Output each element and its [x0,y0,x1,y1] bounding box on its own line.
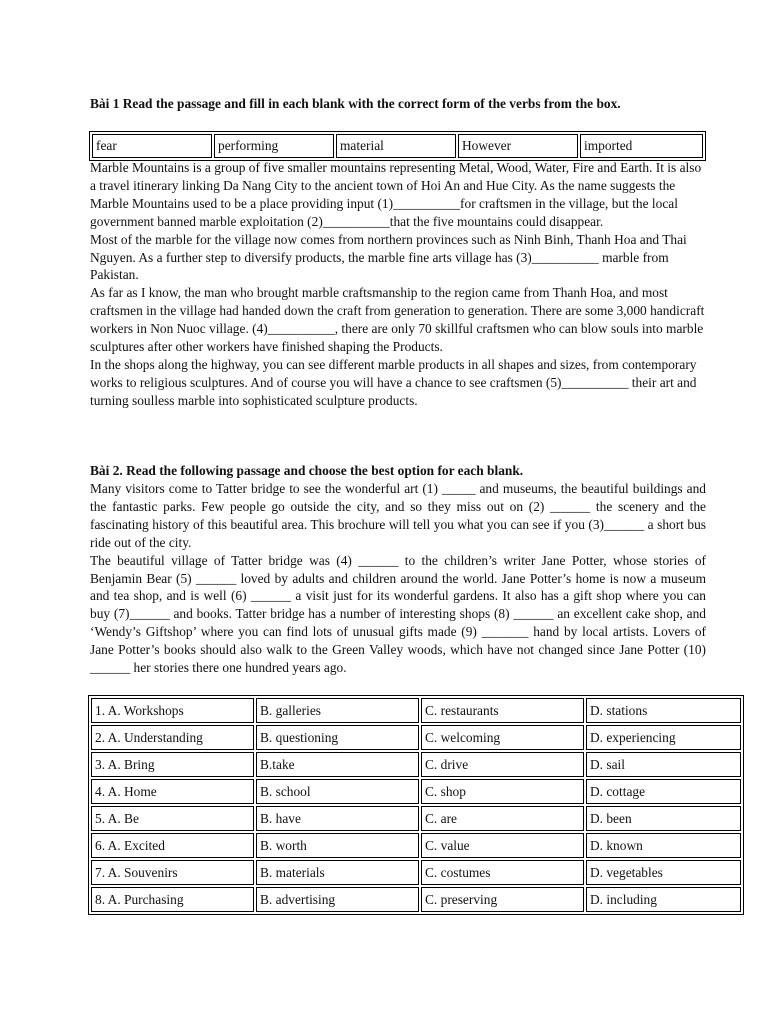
passage-paragraph: Many visitors come to Tatter bridge to see the wonderful art (1) _____ and museums, the beautiful buildings and the fantastic parks. Few people go outside the city, and so they miss out on (2) ______ the scenery and the fascinating history of this beautiful area. This brochure will tell you what you can see if you (3)______ a short bus ride out of the city. [90,481,706,550]
option-cell: C. shop [421,779,584,804]
word-box [89,131,706,161]
option-cell: C. are [421,806,584,831]
option-cell: B. materials [256,860,419,885]
option-row [91,887,741,912]
option-cell: C. costumes [421,860,584,885]
option-row [91,725,741,750]
option-row [91,860,741,885]
option-cell: C. restaurants [421,698,584,723]
option-cell: D. vegetables [586,860,741,885]
option-cell: C. welcoming [421,725,584,750]
option-cell: 8. A. Purchasing [91,887,254,912]
option-cell: D. including [586,887,741,912]
option-cell: D. been [586,806,741,831]
option-cell: D. cottage [586,779,741,804]
options-table [88,695,744,915]
option-cell: C. preserving [421,887,584,912]
option-cell: 2. A. Understanding [91,725,254,750]
option-cell: B. questioning [256,725,419,750]
word-box-cell: imported [580,134,703,158]
option-cell: 3. A. Bring [91,752,254,777]
passage-paragraph: As far as I know, the man who brought marble craftsmanship to the region came from Thanh Hoa, and most craftsmen in the village had handed down the craft from generation to generation. There are some 3,000 handicraft workers in Non Nuoc village. (4)__________, there are only 70 skillful craftsmen who can blow souls into marble sculptures after other workers have finished shaping the Products. [90,285,705,355]
option-row [91,806,741,831]
option-cell: 5. A. Be [91,806,254,831]
option-cell: D. known [586,833,741,858]
option-row [91,779,741,804]
option-cell: B. school [256,779,419,804]
option-cell: 6. A. Excited [91,833,254,858]
passage-paragraph: The beautiful village of Tatter bridge was (4) ______ to the children’s writer Jane Potter, whose stories of Benjamin Bear (5) ______ loved by adults and children around the world. Jane Potter’s home is now a museum and tea shop, and is well (6) ______ a visit just for its wonderful gardens. It also has a gift shop where you can buy (7)______ and books. Tatter bridge has a number of interesting shops (8) ______ an excellent cake shop, and ‘Wendy’s Giftshop’ where you can find lots of unusual gifts made (9) _______ hand by local artists. Lovers of Jane Potter’s books should also walk to the Green Valley woods, which have not changed since Jane Potter (10) ______ her stories there one hundred years ago. [90,552,706,676]
word-box-cell: performing [214,134,334,158]
word-box-cell: However [458,134,578,158]
option-row [91,698,741,723]
exercise-1-passage [90,159,706,410]
word-box-cell: fear [92,134,212,158]
passage-paragraph: In the shops along the highway, you can see different marble products in all shapes and sizes, from contemporary works to religious sculptures. And of course you will have a chance to see craftsmen (5)__________ their art and turning soulless marble into sophisticated sculpture products. [90,356,697,408]
passage-paragraph: Most of the marble for the village now comes from northern provinces such as Ninh Binh, Thanh Hoa and Thai Nguyen. As a further step to diversify products, the marble fine arts village has (3)__________ marble from Pakistan. [90,231,687,283]
option-cell: B. advertising [256,887,419,912]
options-body [91,698,741,912]
option-cell: D. stations [586,698,741,723]
option-cell: B. worth [256,833,419,858]
option-cell: B. have [256,806,419,831]
option-row [91,752,741,777]
option-cell: C. value [421,833,584,858]
option-cell: B.take [256,752,419,777]
exercise-2-title: Bài 2. Read the following passage and choose the best option for each blank. [90,463,524,478]
option-cell: 4. A. Home [91,779,254,804]
exercise-1-title: Bài 1 Read the passage and fill in each blank with the correct form of the verbs from the box. [90,96,621,111]
word-box-cell: material [336,134,456,158]
option-cell: D. sail [586,752,741,777]
passage-paragraph: Marble Mountains is a group of five smaller mountains representing Metal, Wood, Water, Fire and Earth. It is also a travel itinerary linking Da Nang City to the ancient town of Hoi An and Hue City. As the name suggests the Marble Mountains used to be a place providing input (1)__________for craftsmen in the village, but the local government banned marble exploitation (2)__________that the five mountains could disappear. [90,160,702,229]
word-box-row [92,134,703,158]
exercise-2-passage [90,480,706,677]
option-cell: B. galleries [256,698,419,723]
option-cell: 7. A. Souvenirs [91,860,254,885]
option-cell: C. drive [421,752,584,777]
option-row [91,833,741,858]
option-cell: D. experiencing [586,725,741,750]
option-cell: 1. A. Workshops [91,698,254,723]
